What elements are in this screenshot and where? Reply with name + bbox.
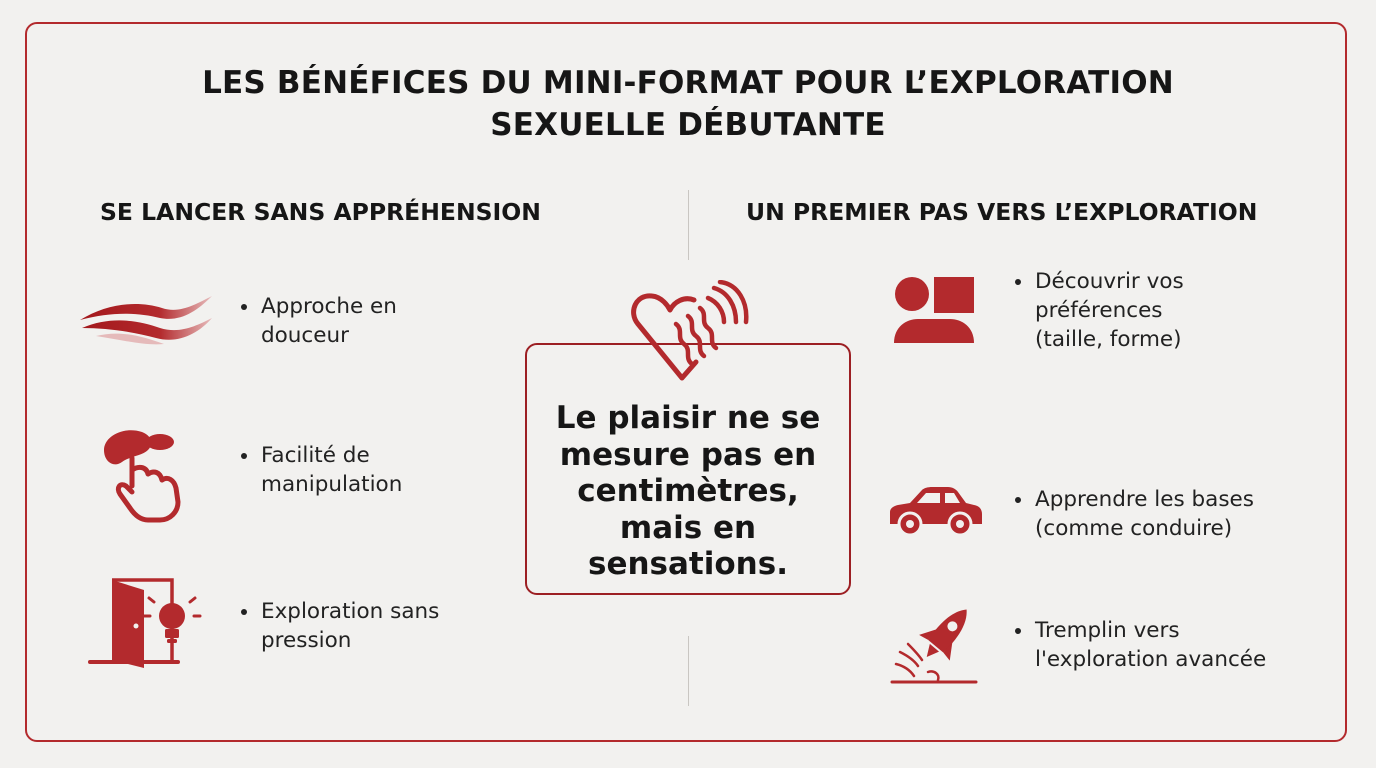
item-line: (comme conduire) [1035, 516, 1233, 541]
right-item-springboard [1013, 616, 1266, 674]
item-line: douceur [261, 323, 349, 348]
item-line: préférences [1035, 298, 1163, 323]
item-line: (taille, forme) [1035, 327, 1182, 352]
left-item-gentle-approach [239, 292, 397, 350]
left-item-no-pressure [239, 597, 439, 655]
hand-touch-icon [98, 420, 198, 525]
car-icon [886, 484, 984, 540]
item-line: Apprendre les bases [1035, 487, 1254, 512]
divider-top [688, 190, 689, 260]
title-line-2: SEXUELLE DÉBUTANTE [490, 107, 886, 143]
quote-line: centimètres, [577, 473, 799, 509]
quote-line: mais en [619, 509, 757, 546]
shapes-icon [892, 275, 977, 347]
heart-vibration-icon [626, 280, 756, 390]
page-title [0, 62, 1376, 146]
item-line: Tremplin vers [1035, 618, 1180, 643]
door-lightbulb-icon [88, 574, 203, 669]
right-section-heading: UN PREMIER PAS VERS L’EXPLORATION [746, 198, 1258, 226]
item-line: manipulation [261, 472, 403, 497]
left-section-heading: SE LANCER SANS APPRÉHENSION [100, 198, 541, 226]
rocket-icon [888, 600, 983, 688]
item-line: pression [261, 628, 352, 653]
item-line: l'exploration avancée [1035, 647, 1267, 672]
quote-line: Le plaisir ne se [555, 400, 821, 436]
item-line: Exploration sans [261, 599, 440, 624]
quote-line: mesure pas en [559, 436, 817, 473]
right-item-preferences [1013, 267, 1184, 354]
item-line: Facilité de [261, 443, 370, 468]
divider-bottom [688, 636, 689, 706]
item-line: Approche en [261, 294, 397, 319]
quote-line: sensations. [588, 546, 788, 582]
item-line: Découvrir vos [1035, 269, 1184, 294]
right-item-basics [1013, 485, 1254, 543]
left-item-easy-handling [239, 441, 402, 499]
title-line-1: LES BÉNÉFICES DU MINI-FORMAT POUR L’EXPLORATION [202, 65, 1174, 101]
center-quote [525, 400, 851, 583]
wave-icon [76, 290, 216, 350]
